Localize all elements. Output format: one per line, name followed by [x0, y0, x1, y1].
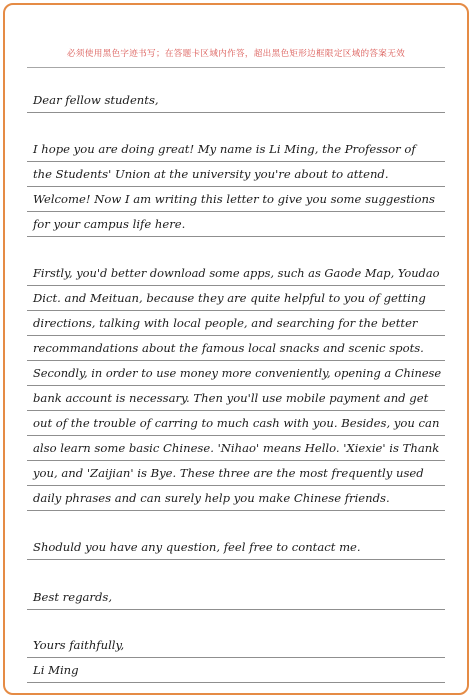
top-rule — [27, 67, 445, 68]
para2-line-2: Dict. and Meituan, because they are quite helpful to you of getting — [27, 286, 445, 311]
para2-line-3: directions, talking with local people, and searching for the better — [27, 311, 445, 336]
para2-line-1: Firstly, you'd better download some apps, such as Gaode Map, Youdao — [27, 261, 445, 286]
para3-line-1: Shoduld you have any question, feel free to contact me. — [27, 535, 445, 560]
para1-line-2: the Students' Union at the university you're about to attend. — [27, 162, 445, 187]
para2-line-8: also learn some basic Chinese. 'Nihao' means Hello. 'Xiexie' is Thank — [27, 436, 445, 461]
para2-line-9: you, and 'Zaijian' is Bye. These three are the most frequently used — [27, 461, 445, 486]
para1-line-4: for your campus life here. — [27, 212, 445, 237]
para2-line-10: daily phrases and can surely help you make Chinese friends. — [27, 486, 445, 511]
para2-line-6: bank account is necessary. Then you'll use mobile payment and get — [27, 386, 445, 411]
signature: Li Ming — [27, 658, 445, 683]
answer-sheet — [3, 3, 469, 695]
letter-greeting: Dear fellow students, — [27, 88, 445, 113]
closing-yours-faithfully: Yours faithfully, — [27, 633, 445, 658]
para2-line-5: Secondly, in order to use money more conveniently, opening a Chinese — [27, 361, 445, 386]
answer-sheet-notice: 必须使用黑色字迹书写；在答题卡区域内作答，超出黑色矩形边框限定区域的答案无效 — [67, 49, 405, 59]
para2-line-4: recommandations about the famous local snacks and scenic spots. — [27, 336, 445, 361]
para2-line-7: out of the trouble of carring to much cash with you. Besides, you can — [27, 411, 445, 436]
para1-line-1: I hope you are doing great! My name is Li Ming, the Professor of — [27, 137, 445, 162]
closing-best-regards: Best regards, — [27, 585, 445, 610]
para1-line-3: Welcome! Now I am writing this letter to give you some suggestions — [27, 187, 445, 212]
